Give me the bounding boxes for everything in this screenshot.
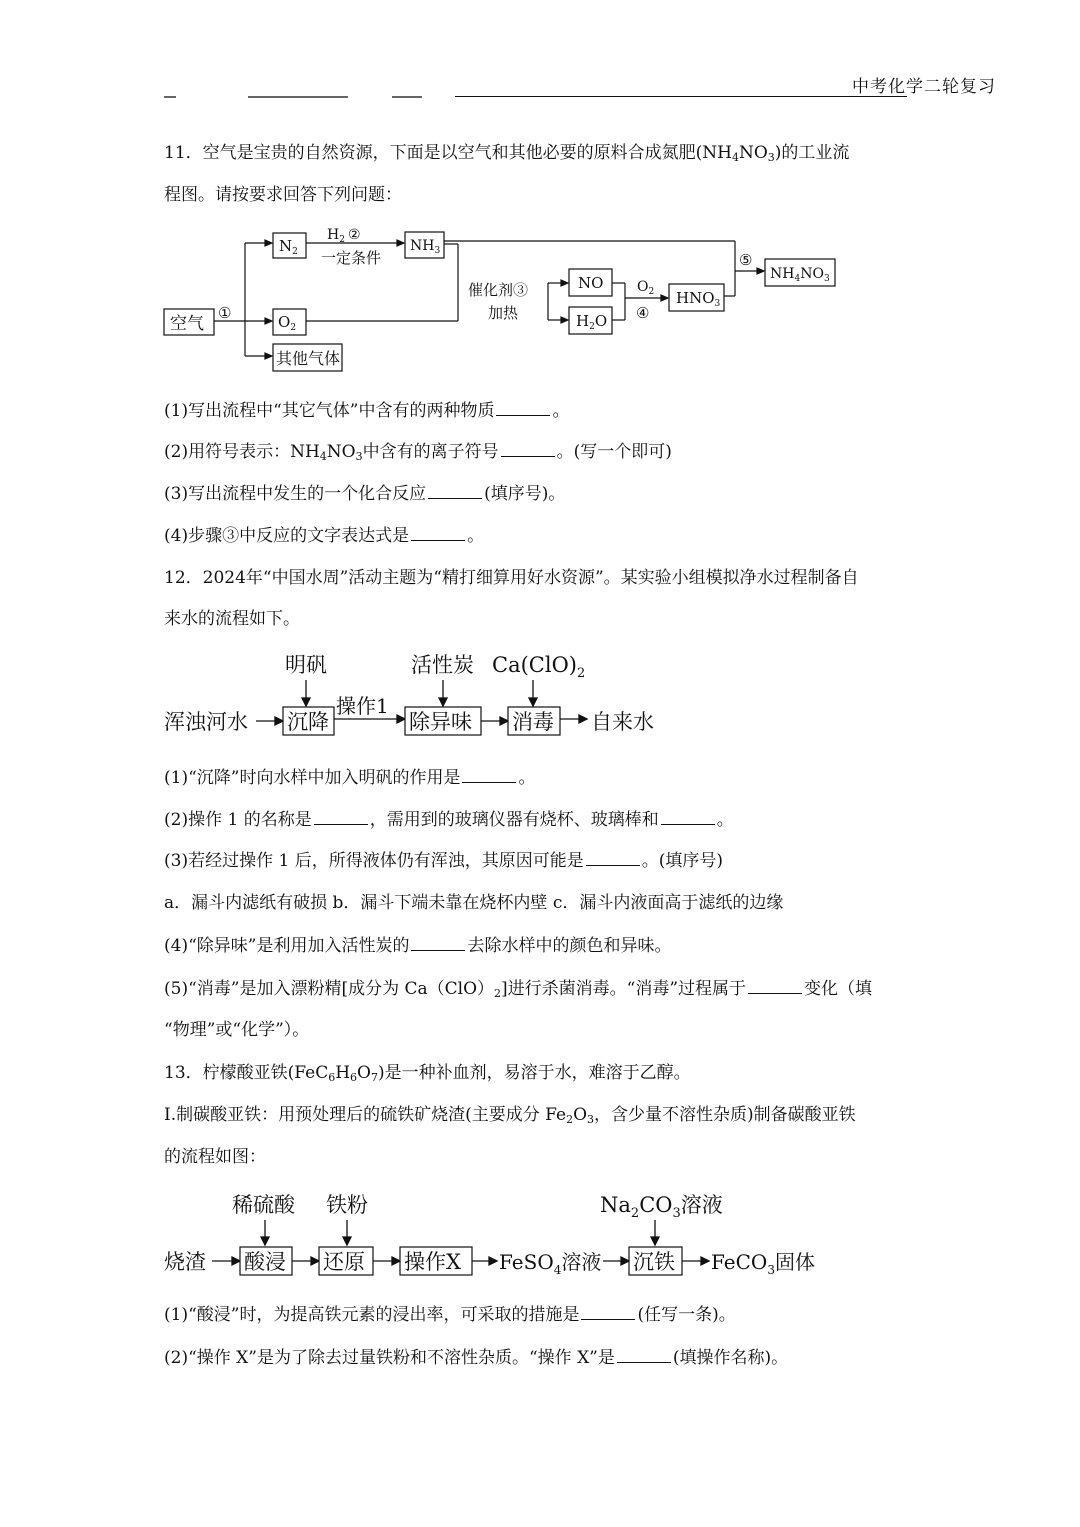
step1-label: ①: [218, 304, 232, 322]
q11-part1: (1)写出流程中“其它气体”中含有的两种物质 。: [164, 401, 570, 421]
nh3-label: $NH_3$: [410, 238, 441, 256]
q12-options: a．漏斗内滤纸有破损 b．漏斗下端未靠在烧杯内壁 c．漏斗内液面高于滤纸的边缘: [164, 893, 784, 913]
caclo-label: $Ca(ClO)_2$: [492, 653, 586, 681]
q11-part3: (3)写出流程中发生的一个化合反应 (填序号)。: [164, 484, 566, 504]
q11-stem-line2: 程图。请按要求回答下列问题：: [164, 185, 402, 205]
feso4-label: FeSO$_4$溶液: [499, 1250, 602, 1277]
h2-step2-label: $H_2$ ②: [327, 227, 361, 245]
leach-label: 酸浸: [244, 1250, 286, 1274]
air-label: 空气: [170, 314, 204, 334]
na2co3-label: $Na_2CO_3$溶液: [600, 1193, 723, 1221]
reduce-label: 还原: [323, 1250, 365, 1274]
op1-label: 操作1: [336, 694, 389, 718]
h2o-label: $H_2O$: [576, 312, 608, 332]
disinfect-label: 消毒: [512, 710, 554, 734]
o2-reagent-label: $O_2$: [637, 279, 655, 297]
acid-label: 稀硫酸: [232, 1193, 295, 1217]
q12-part4: (4)“除异味”是利用加入活性炭的 去除水样中的颜色和异味。: [164, 936, 672, 956]
o2-label: $O_2$: [278, 313, 297, 333]
step4-label: ④: [636, 304, 650, 322]
q12-part2: (2)操作 1 的名称是 ，需用到的玻璃仪器有烧杯、玻璃棒和 。: [164, 810, 734, 830]
q12-stem-line1: 12．2024年“中国水周”活动主题为“精打细算用好水资源”。某实验小组模拟净水过程制备自: [164, 568, 859, 588]
raw-water-label: 浑浊河水: [164, 710, 248, 734]
condition-label: 一定条件: [321, 249, 382, 267]
carbon-label: 活性炭: [411, 653, 474, 677]
q12-stem-line2: 来水的流程如下。: [164, 609, 300, 629]
q11-part2: (2)用符号表示：$NH_4NO_3$中含有的离子符号 。(写一个即可): [164, 442, 672, 463]
q12-part3: (3)若经过操作 1 后，所得液体仍有浑浊，其原因可能是 。(填序号): [164, 851, 723, 871]
iron-label: 铁粉: [326, 1193, 368, 1217]
tap-water-label: 自来水: [591, 710, 654, 734]
other-gas-label: 其他气体: [276, 349, 341, 368]
q11-part4: (4)步骤③中反应的文字表达式是 。: [164, 526, 485, 546]
deodor-label: 除异味: [409, 710, 472, 734]
step5-label: ⑤: [739, 251, 753, 269]
hno3-label: $HNO_3$: [676, 289, 721, 309]
feco3-label: FeCO$_3$固体: [711, 1250, 815, 1277]
answer-blank[interactable]: [617, 1346, 671, 1363]
no-label: NO: [578, 274, 604, 292]
slag-label: 烧渣: [164, 1250, 206, 1274]
n2-label: $N_2$: [279, 237, 298, 257]
q13-stem: 13．柠檬酸亚铁$(FeC_6H_6O_7)$是一种补血剂，易溶于水，难溶于乙醇。: [164, 1063, 691, 1084]
q13-part1-line2: 的流程如图：: [164, 1147, 266, 1167]
q12-part5-line2: “物理”或“化学”）。: [164, 1020, 310, 1040]
answer-blank[interactable]: [581, 1303, 635, 1320]
settle-label: 沉降: [287, 710, 329, 734]
alum-label: 明矾: [285, 653, 327, 677]
header-title: 中考化学二轮复习: [852, 77, 996, 97]
q13-part-1: (1)“酸浸”时，为提高铁元素的浸出率，可采取的措施是 (任写一条)。: [164, 1305, 736, 1325]
heating-label: 加热: [488, 304, 519, 322]
catalyst-label: 催化剂③: [468, 281, 529, 299]
q12-part5: (5)“消毒”是加入漂粉精[成分为 $Ca(ClO)_2$]进行杀菌消毒。“消毒”过程属于 变化（填: [164, 979, 873, 1000]
nh4no3-label: $NH_4NO_3$: [770, 266, 830, 284]
precip-label: 沉铁: [633, 1250, 675, 1274]
q13-part-2: (2)“操作 X”是为了除去过量铁粉和不溶性杂质。“操作 X”是 (填操作名称)。: [164, 1348, 789, 1368]
q12-part1: (1)“沉降”时向水样中加入明矾的作用是 。: [164, 768, 536, 788]
opx-label: 操作X: [404, 1250, 461, 1274]
q13-part1-line1: I.制碳酸亚铁：用预处理后的硫铁矿烧渣(主要成分 $Fe_2O_3$，含少量不溶性杂质)制备碳酸亚铁: [164, 1105, 856, 1126]
q11-stem-line1: 11．空气是宝贵的自然资源，下面是以空气和其他必要的原料合成氮肥$(NH_4NO_3)$的工业流: [164, 143, 850, 164]
